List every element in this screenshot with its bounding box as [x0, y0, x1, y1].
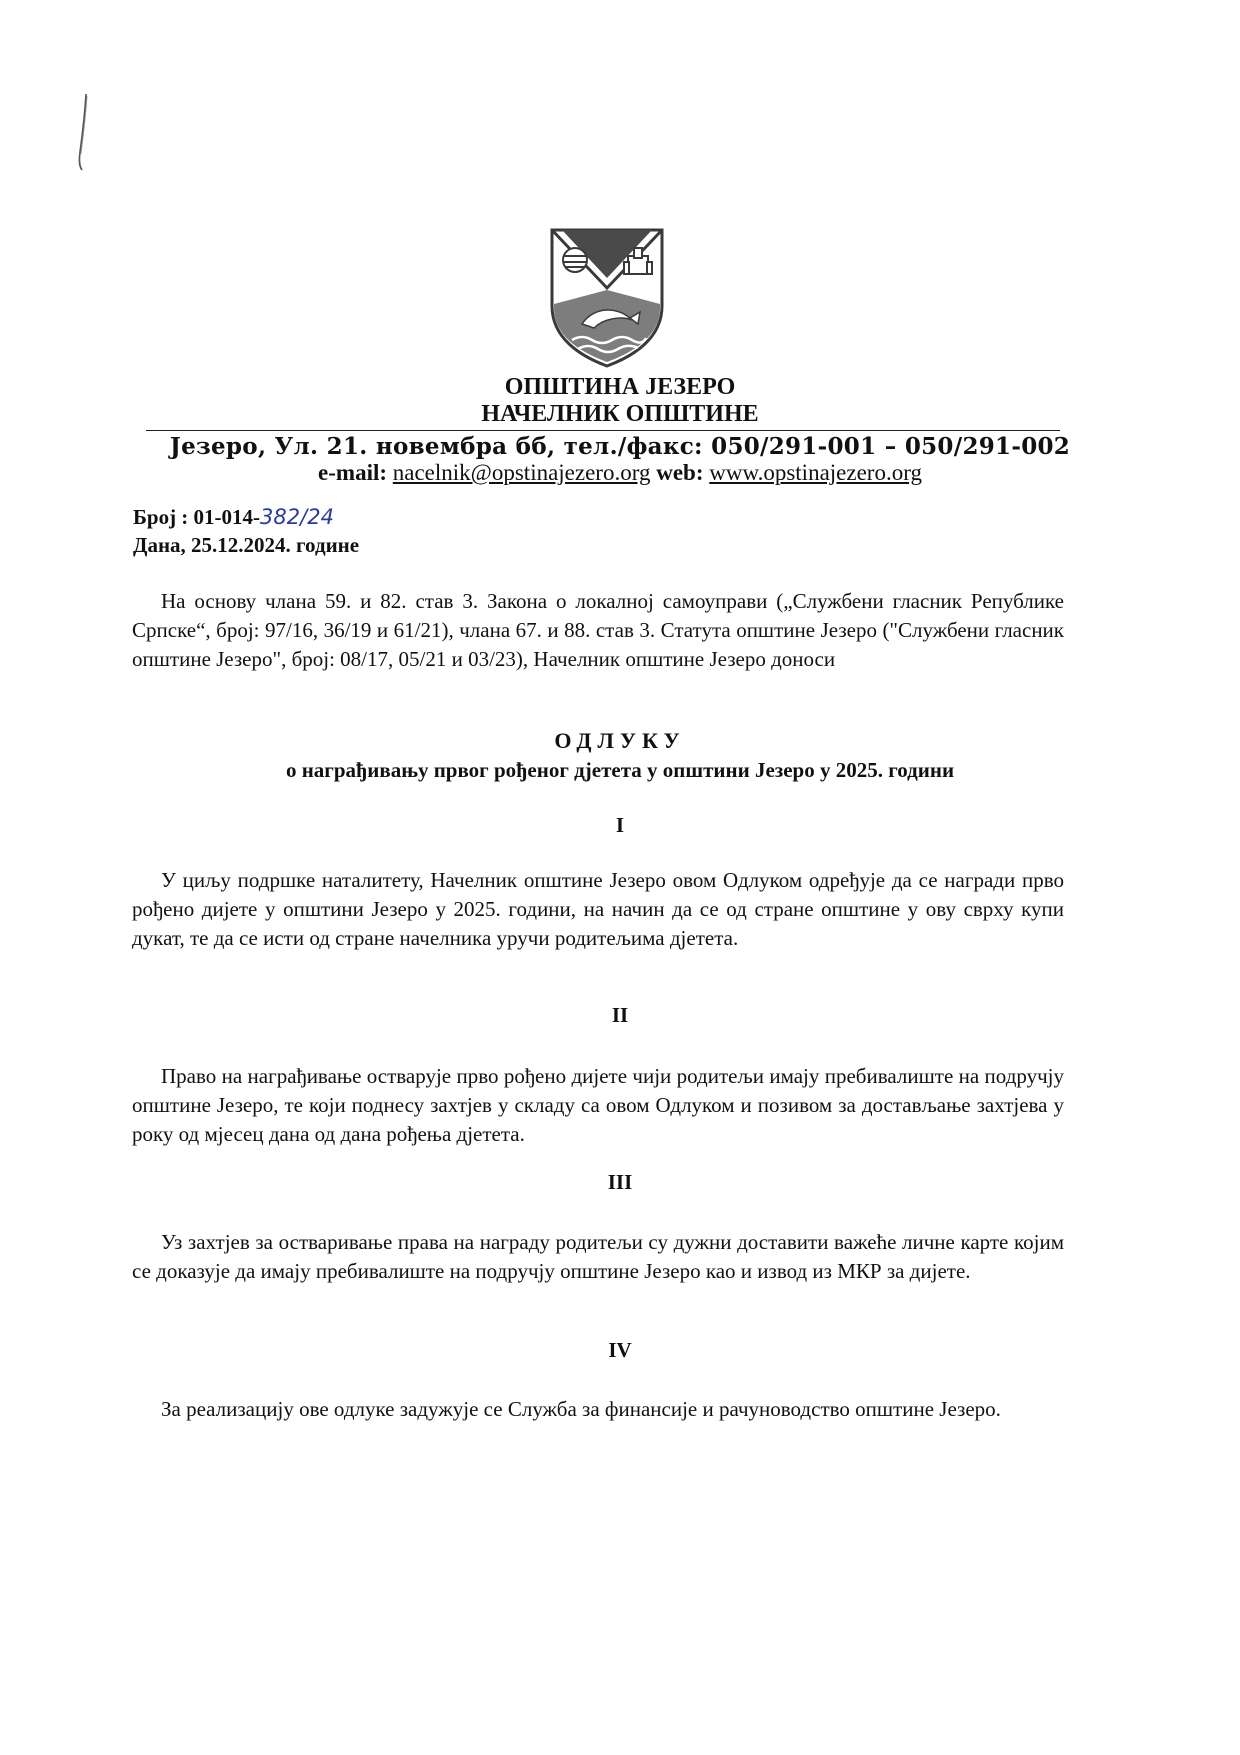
email-label: e-mail:	[318, 460, 388, 485]
pen-mark	[76, 92, 92, 172]
office-name: НАЧЕЛНИК ОПШТИНЕ	[481, 401, 759, 427]
document-date: Дана, 25.12.2024. године	[133, 533, 360, 557]
section-text: У циљу подршке наталитету, Начелник општине Језеро овом Одлуком одређује да се награди прво рођено дијете у општини Језеро у 2025. години, на начин да се од стране општине у ову сврху купи дукат, те да се исти од стране начелника уручи родитељима дјетета.	[132, 868, 1064, 950]
municipality-name: ОПШТИНА ЈЕЗЕРО	[504, 374, 736, 400]
decision-title: ОДЛУКУ	[554, 728, 686, 753]
document-number	[133, 505, 334, 530]
web-link[interactable]: www.opstinajezero.org	[709, 460, 922, 485]
decision-subtitle: о награђивању првог рођеног дјетета у општини Језеро у 2025. години	[285, 758, 955, 782]
handwritten-number: 382/24	[260, 505, 334, 529]
address-line: Језеро, Ул. 21. новембра бб, тел./факс: 050/291-001 – 050/291-002	[169, 433, 1071, 460]
contact-line	[0, 460, 1240, 486]
section-text: Право на награђивање остварује прво рођено дијете чији родитељи имају пребивалиште на подручју општине Језеро, те који поднесу захтјев у складу са овом Одлуком и позивом за достављање захтјева у року од мјесец дана од дана рођења дјетета.	[132, 1064, 1064, 1146]
email-link[interactable]: nacelnik@opstinajezero.org	[392, 460, 651, 485]
section-number: IV	[608, 1338, 632, 1362]
section-text: Уз захтјев за остваривање права на награду родитељи су дужни доставити важеће личне карте којим се доказује да имају пребивалиште на подручју општине Језеро као и извод из МКР за дијете.	[132, 1230, 1064, 1283]
web-label: web:	[656, 460, 704, 485]
section-number: III	[607, 1170, 633, 1194]
section-number: I	[615, 813, 625, 837]
coat-of-arms-icon	[548, 228, 666, 368]
section-text: За реализацију ове одлуке задужује се Служба за финансије и рачуноводство општине Језеро.	[161, 1397, 1001, 1421]
section-number: II	[611, 1003, 629, 1027]
header-divider	[146, 430, 1060, 431]
intro-paragraph: На основу члана 59. и 82. став 3. Закона о локалној самоуправи („Службени гласник Републике Српске“, број: 97/16, 36/19 и 61/21), члана 67. и 88. став 3. Статута општине Језеро ("Службени гласник општине Језеро", број: 08/17, 05/21 и 03/23), Начелник општине Језеро доноси	[132, 589, 1064, 671]
number-prefix: Број : 01-014-	[133, 505, 261, 529]
